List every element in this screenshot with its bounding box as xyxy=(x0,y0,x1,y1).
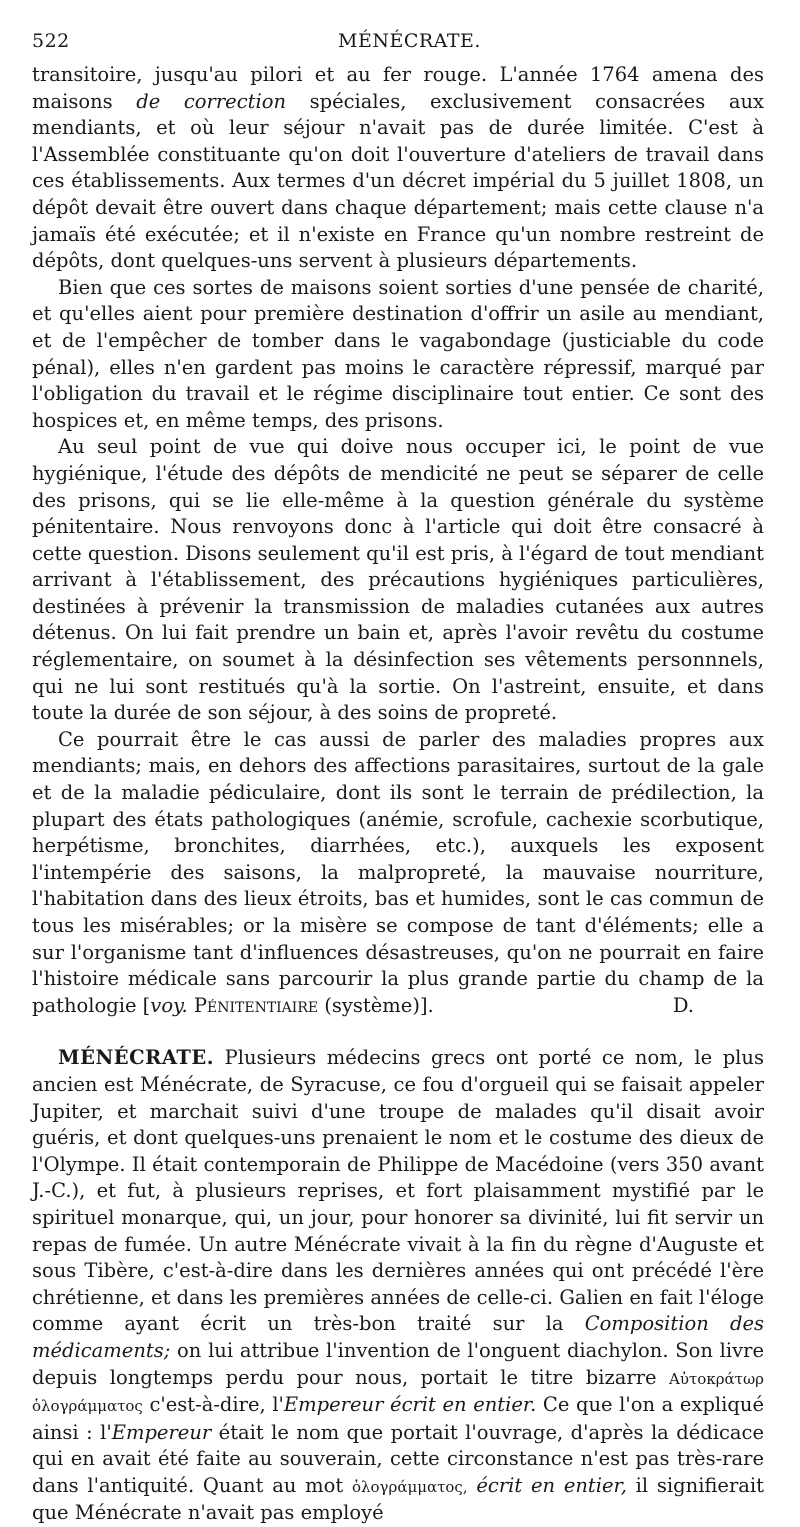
italic-text: Composition des médicaments; xyxy=(32,1312,764,1362)
italic-text: Empereur xyxy=(111,1420,212,1444)
greek-text: Αὐτοκράτωρ ὁλογράμματος xyxy=(32,1369,764,1416)
text-run: (système)]. xyxy=(318,993,434,1017)
text-run: c'est-à-dire, l' xyxy=(142,1393,284,1417)
text-run: Au seul point de vue qui doive nous occuper ici, le point de vue hygiénique, l'étude des dépôts de mendicité ne peut se séparer de celle des prisons, qui se lie elle-même à la question générale du système pénitentaire. Nous renvoyons donc à l'article qui doit être consacré à cette question. Disons seulement qu'il est pris, à l'égard de tout mendiant arrivant à l'établissement, des précautions hygiéniques particulières, destinées à prévenir la transmission de maladies cutanées aux autres détenus. On lui fait prendre un bain et, après l'avoir revêtu du costume réglementaire, on soumet à la désinfection ses vêtements personnnels, qui ne lui sont restitués qu'à la sortie. On l'astreint, ensuite, et dans toute la durée de son séjour, à des soins de propreté. xyxy=(32,435,765,725)
cross-reference: Pénitentiaire xyxy=(193,993,319,1017)
article-paragraph xyxy=(32,275,764,435)
italic-text: de correction xyxy=(136,89,287,113)
text-run: Ce pourrait être le cas aussi de parler des maladies propres aux mendiants; mais, en dehors des affections parasitaires, surtout de la gale et de la maladie pédiculaire, dont ils sont le terrain de prédilection, la plupart des états pathologiques (anémie, scrofule, cachexie scorbutique, herpétisme, bronchites, diarrhées, etc.), auxquels les exposent l'intempérie des saisons, la malpropreté, la mauvaise nourriture, l'habitation dans des lieux étroits, bas et humides, sont le cas commun de tous les misérables; or la misère se compose de tant d'éléments; elle a sur l'organisme tant d'influences désastreuses, qu'on ne pourrait en faire l'histoire médicale sans parcourir la plus grande partie du champ de la pathologie [ xyxy=(32,727,764,1017)
article-paragraph xyxy=(32,62,764,275)
text-run: spéciales, exclusivement consacrées aux mendiants, et où leur séjour n'avait pas de durée limitée. C'est à l'Assemblée constituante qu'on doit l'ouverture d'ateliers de travail dans ces établissements. Aux termes d'un décret impérial du 5 juillet 1808, un dépôt devait être ouvert dans chaque département; mais cette clause n'a jamaïs été exécutée; et il n'existe en France qu'un nombre restreint de dépôts, dont quelques-uns servent à plusieurs départements. xyxy=(32,89,765,273)
article-paragraph xyxy=(32,434,764,727)
text-run: transitoire, jusqu'au pilori et au fer rouge. L'année 1764 amena des maisons xyxy=(32,63,764,113)
text-run: il signifierait que Ménécrate n'avait pas employé xyxy=(32,1473,764,1525)
running-title: MÉNÉCRATE. xyxy=(338,30,481,52)
section-gap xyxy=(32,1019,764,1045)
italic-text: écrit en entier, xyxy=(476,1473,627,1497)
entry-menecrate xyxy=(32,1045,764,1527)
text-run: Bien que ces sortes de maisons soient sorties d'une pensée de charité, et qu'elles aient pour première destination d'offrir un asile au mendiant, et de l'empêcher de tomber dans le vagabondage (justiciable du code pénal), elles n'en gardent pas moins le caractère répressif, marqué par l'obligation du travail et le régime disciplinaire tout entier. Ce sont des hospices et, en même temps, des prisons. xyxy=(32,275,764,432)
running-head xyxy=(32,30,764,62)
article-paragraph xyxy=(32,727,764,1020)
italic-text: voy. xyxy=(150,993,188,1017)
text-run xyxy=(468,1474,477,1497)
page-number: 522 xyxy=(32,30,70,52)
text-run: on lui attribue l'invention de l'onguent diachylon. Son livre depuis longtemps perdu pour nous, portait le titre bizarre xyxy=(32,1338,764,1389)
entry-headword: MÉNÉCRATE. xyxy=(58,1046,215,1070)
entry-body xyxy=(32,1046,764,1524)
greek-text: ὁλογράμματος, xyxy=(351,1477,468,1496)
text-run: Ce que l'on a expliqué ainsi : l' xyxy=(32,1393,764,1444)
author-signature: D. xyxy=(672,993,694,1017)
article-end xyxy=(32,62,764,1019)
text-run: Plusieurs médecins grecs ont porté ce nom, le plus ancien est Ménécrate, de Syracuse, ce fou d'orgueil qui se faisait appeler Jupiter, et marchait suivi d'une troupe de malades qu'il disait avoir guéris, et dont quelques-uns prenaient le nom et le costume des dieux de l'Olympe. Il était contemporain de Philippe de Macédoine (vers 350 avant J.-C.), et fut, à plusieurs reprises, et fort plaisamment mystifié par le spirituel monarque, qui, un jour, pour honorer sa divinité, lui fit servir un repas de fumée. Un autre Ménécrate vivait à la fin du règne d'Auguste et sous Tibère, c'est-à-dire dans les dernières années qui ont précédé l'ère chrétienne, et dans les premières années de celle-ci. Galien en fait l'éloge comme ayant écrit un très-bon traité sur la xyxy=(32,1046,764,1336)
italic-text: Empereur écrit en entier. xyxy=(283,1393,537,1417)
text-run: était le nom que portait l'ouvrage, d'après la dédicace qui en avait été faite au souverain, cette circonstance n'est pas très-rare dans l'antiquité. Quant au mot xyxy=(32,1420,764,1497)
